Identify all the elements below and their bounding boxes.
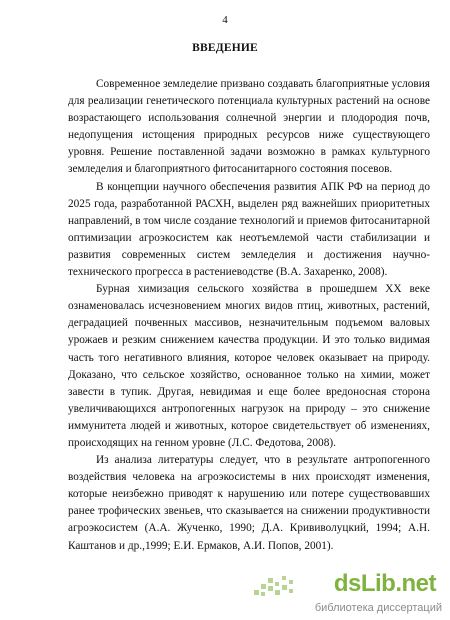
section-heading: ВВЕДЕНИЕ	[192, 42, 258, 54]
watermark-caption: библиотека диссертаций	[314, 602, 442, 614]
page-number: 4	[222, 14, 228, 26]
paragraph-2: В концепции научного обеспечения развития АПК РФ на период до 2025 года, разработанной РАСХН, выделен ряд важнейших приоритетных направлений, в том числе создание технологий и приемов фитосанитарной оптимизации агроэкосистем как неотъемлемой части стабилизации и развития современных систем земледелия и достижения научно-технического прогресса в растениеводстве (В.А. Захаренко, 2008).	[68, 180, 430, 279]
watermark-logo: dsLib.net	[333, 570, 436, 597]
dots-logo-icon	[252, 574, 298, 600]
paragraph-3: Бурная химизация сельского хозяйства в прошедшем XX веке ознаменовалась исчезновением многих видов птиц, животных, растений, деградацией почвенных массивов, незначительным подъемом валовых урожаев и резким снижением качества продукции. И это только видимая часть того негативного влияния, которое человек оказывает на природу. Доказано, что сельское хозяйство, основанное только на химии, может завести в тупик. Другая, невидимая и еще более вредоносная сторона увеличивающихся антропогенных нагрузок на природу – это снижение иммунитета людей и животных, которое свидетельствует об изменениях, происходящих на генном уровне (Л.С. Федотова, 2008).	[68, 283, 430, 449]
paragraph-1: Современное земледелие призвано создавать благоприятные условия для реализации генетического потенциала культурных растений на основе возрастающего использования солнечной энергии и плодородия почв, недопущения истощения природных ресурсов ниже существующего уровня. Решение поставленной задачи возможно в рамках культурного земледелия и благоприятного фитосанитарного состояния посевов.	[68, 78, 430, 176]
body-text	[68, 76, 430, 555]
watermark	[246, 570, 446, 614]
paragraph-4: Из анализа литературы следует, что в результате антропогенного воздействия человека на агроэкосистемы в них происходят изменения, которые неизбежно приводят к нарушению или потере существовавших ранее трофических звеньев, что сказывается на снижении продуктивности агроэкосистем (А.А. Жученко, 1990; Д.А. Крививолуцкий, 1994; А.Н. Каштанов и др.,1999; Е.И. Ермаков, А.И. Попов, 2001).	[68, 454, 430, 552]
